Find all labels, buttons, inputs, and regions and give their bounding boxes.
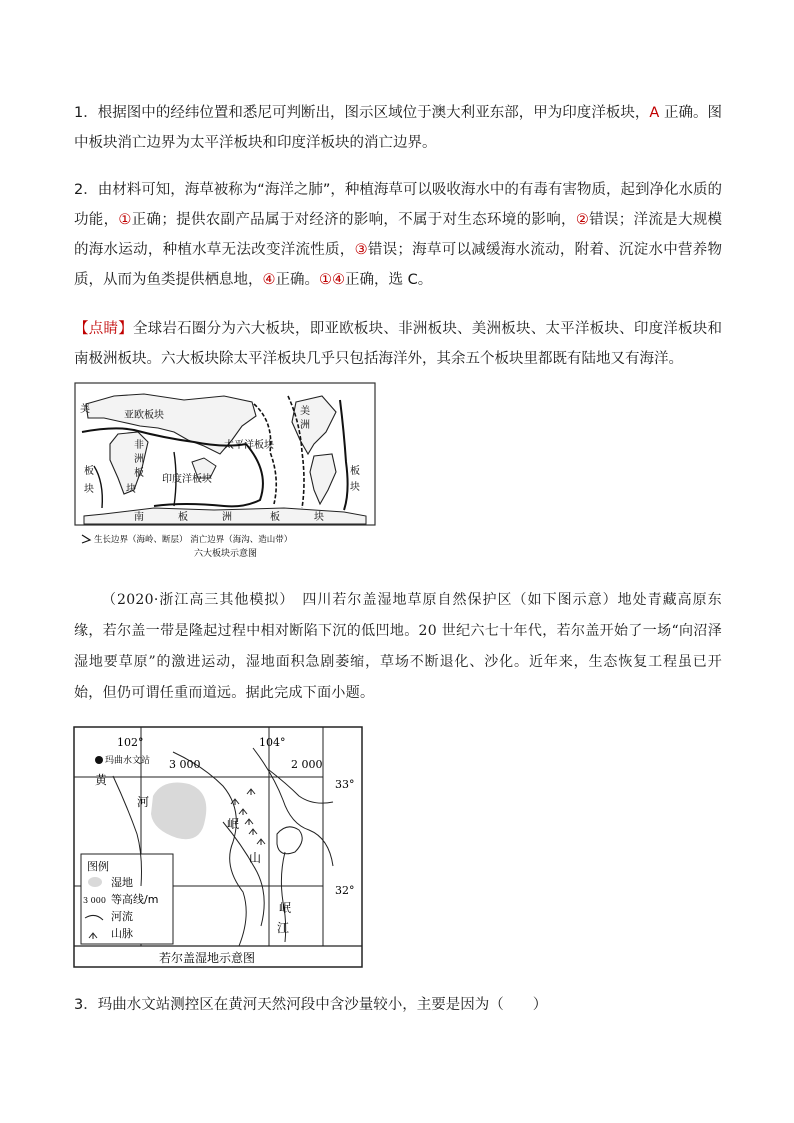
answer-2-mark-1: ①: [118, 212, 132, 228]
answer-2: [74, 175, 722, 295]
answer-2-text-d: 错误；海草可以减缓海水流动，附着、沉淀水中营养物质，从而为鱼类提供栖息地，: [74, 242, 723, 288]
label-america-1: 美: [300, 406, 310, 417]
question-intro-text: 四川若尔盖湿地草原自然保护区（如下图示意）地处青藏高原东缘，若尔盖一带是隆起过程中相对断陷下沉的低凹地。20 世纪六七十年代，若尔盖开始了一场“向沼泽湿地要草原”的激进运动，湿地面积急剧萎缩，草场不断退化、沙化。近年来，生态恢复工程虽已开始，但仍可谓任重而道远。据此完成下面小题。: [74, 592, 722, 701]
tip-label: 【点睛】: [74, 321, 133, 337]
label-america-2: 洲: [300, 420, 310, 431]
answer-1-text-b: 正确。图中板块消亡边界为太平洋板块和印度洋板块的消亡边界。: [74, 105, 722, 151]
label-indian: 印度洋板块: [162, 474, 212, 485]
plates-map: [74, 382, 376, 560]
label-america-r1: 板: [350, 466, 360, 477]
label-america-r2: 块: [350, 482, 360, 493]
answer-2-mark-4: ④: [262, 272, 276, 288]
answer-2-text-e: 正确。: [275, 272, 319, 288]
label-left-2: 块: [84, 484, 94, 495]
minjiang-1: 岷: [279, 901, 292, 915]
station-label: 玛曲水文站: [105, 756, 151, 766]
legend-contour: 等高线/m: [111, 893, 159, 906]
legend-title: 图例: [87, 860, 109, 873]
answer-1-option: A: [649, 105, 660, 121]
label-ant-4: 板: [270, 512, 280, 523]
label-africa-3: 板: [134, 468, 144, 479]
growth-boundary-symbol: [82, 535, 90, 543]
answer-2-text-b: 正确；提供农副产品属于对经济的影响，不属于对生态环境的影响，: [131, 212, 576, 228]
label-africa-2: 洲: [134, 454, 144, 465]
wetland-map: [73, 726, 365, 970]
question-3: 3．玛曲水文站测控区在黄河天然河段中含沙量较小，主要是因为（ ）: [74, 997, 548, 1013]
minjiang-2: 江: [277, 921, 290, 935]
tip-text: 全球岩石圈分为六大板块，即亚欧板块、非洲板块、美洲板块、太平洋板块、印度洋板块和南极洲板块。六大板块除太平洋板块几乎只包括海洋外，其余五个板块里都既有陆地又有海洋。: [74, 321, 723, 367]
answer-2-text-f: 正确，选 C。: [345, 272, 433, 288]
contour-2000: 2 000: [291, 758, 323, 771]
label-left-1: 板: [84, 466, 94, 477]
lon-102: 102°: [117, 736, 144, 749]
legend-contour-value: 3 000: [83, 896, 106, 905]
lat-33: 33°: [335, 778, 355, 791]
answer-2-mark-5: ①④: [319, 272, 345, 288]
river-he: 河: [137, 795, 150, 809]
legend-river: 河流: [111, 910, 133, 923]
answer-2-mark-2: ②: [575, 212, 590, 228]
wetland-caption: 若尔盖湿地示意图: [159, 951, 256, 965]
question-source: （2020·浙江高三其他模拟）: [102, 592, 288, 608]
minshan-1: 岷: [227, 817, 240, 831]
label-ant-3: 洲: [222, 512, 232, 523]
label-eurasian: 亚欧板块: [124, 410, 164, 421]
answer-2-mark-3: ③: [354, 242, 368, 258]
legend-wetland-swatch: [88, 877, 102, 887]
river-huang: 黄: [95, 773, 108, 787]
answer-2-text-c: 错误；洋流是大规模的海水运动，种植水草无法改变洋流性质，: [74, 212, 723, 258]
answer-1-text-a: 1．根据图中的经纬位置和悉尼可判断出，图示区域位于澳大利亚东部，甲为印度洋板块，: [74, 105, 650, 121]
label-ant-5: 块: [314, 512, 324, 523]
answer-2-text-a: 2．由材料可知，海草被称为“海洋之肺”，种植海草可以吸收海水中的有毒有害物质，起到净化水质的功能，: [74, 182, 722, 228]
label-africa-1: 非: [134, 440, 144, 451]
label-africa-4: 块: [126, 484, 136, 495]
station-dot: [95, 756, 103, 764]
legend-wetland: 湿地: [111, 876, 133, 889]
contour-3000: 3 000: [169, 758, 201, 771]
question-intro: [74, 585, 722, 709]
label-america-left: 美: [80, 404, 90, 415]
tip-paragraph: [74, 314, 722, 374]
answer-1: [74, 98, 722, 158]
label-ant-2: 板: [178, 512, 188, 523]
legend-mountain: 山脉: [111, 927, 133, 940]
label-ant-1: 南: [134, 512, 144, 523]
plates-caption: 六大板块示意图: [194, 549, 258, 559]
lat-32: 32°: [335, 884, 355, 897]
lon-104: 104°: [259, 736, 286, 749]
plates-legend: 生长边界（海岭、断层） 消亡边界（海沟、造山带）: [94, 535, 293, 545]
minshan-2: 山: [249, 851, 262, 865]
label-pacific: 太平洋板块: [224, 440, 274, 451]
